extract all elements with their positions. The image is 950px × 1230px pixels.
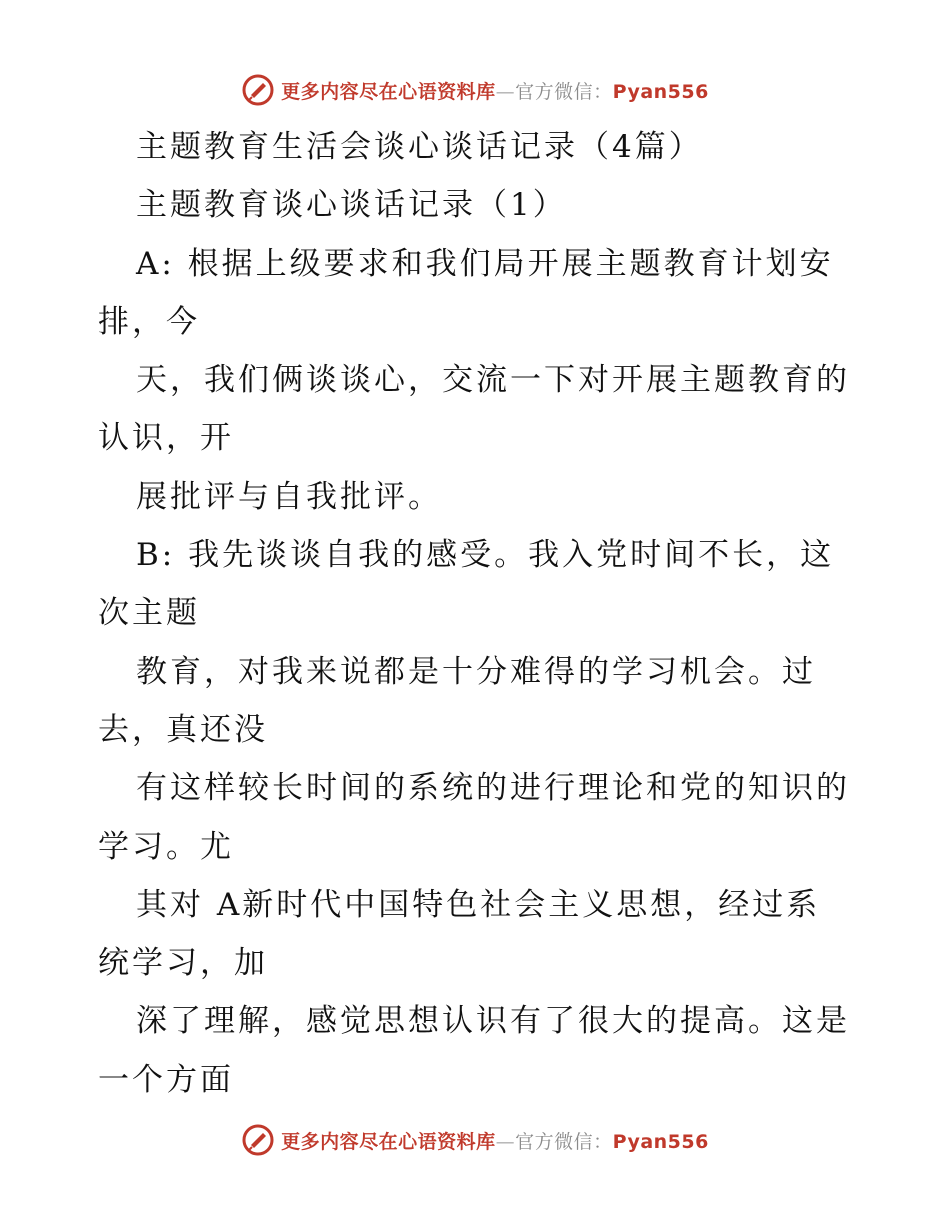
paragraph-line: 深了理解，感觉思想认识有了很大的提高。这是 xyxy=(136,1003,850,1040)
watermark-wechat-label: 官方微信： xyxy=(515,80,613,103)
section-heading: 主题教育谈心谈话记录（1） xyxy=(136,187,567,224)
brand-logo-icon xyxy=(241,73,275,107)
paragraph-line: 去，真还没 xyxy=(98,711,268,748)
paragraph-line: A: 根据上级要求和我们局开展主题教育计划安 xyxy=(136,245,834,282)
watermark-text xyxy=(281,77,709,104)
watermark-dash: — xyxy=(495,80,516,103)
watermark-brand: 更多内容尽在心语资料库 xyxy=(281,1130,496,1153)
document-title: 主题教育生活会谈心谈话记录（4篇） xyxy=(136,129,703,165)
paragraph-line: 一个方面 xyxy=(98,1061,234,1098)
footer-watermark xyxy=(0,1120,950,1160)
paragraph-line: 其对 A新时代中国特色社会主义思想，经过系 xyxy=(136,886,821,923)
paragraph-line: 教育，对我来说都是十分难得的学习机会。过 xyxy=(136,653,816,690)
watermark-wechat-id: Pyan556 xyxy=(612,80,709,103)
paragraph-line: 排，今 xyxy=(98,303,200,340)
watermark-brand: 更多内容尽在心语资料库 xyxy=(281,80,496,103)
paragraph-line: 统学习，加 xyxy=(98,945,268,982)
paragraph-line: 天，我们俩谈谈心，交流一下对开展主题教育的 xyxy=(136,362,850,399)
header-watermark xyxy=(0,70,950,110)
watermark-text xyxy=(281,1127,709,1154)
watermark-wechat-label: 官方微信： xyxy=(515,1130,613,1153)
brand-logo-icon xyxy=(241,1123,275,1157)
watermark-wechat-id: Pyan556 xyxy=(612,1130,709,1153)
document-body xyxy=(98,118,858,1109)
paragraph-line: 认识，开 xyxy=(98,420,234,457)
paragraph-line: B: 我先谈谈自我的感受。我入党时间不长，这 xyxy=(136,537,835,574)
paragraph-line: 次主题 xyxy=(98,595,200,632)
paragraph-line: 学习。尤 xyxy=(98,828,234,865)
paragraph-line: 展批评与自我批评。 xyxy=(136,478,442,515)
paragraph-line: 有这样较长时间的系统的进行理论和党的知识的 xyxy=(136,770,850,807)
watermark-dash: — xyxy=(495,1130,516,1153)
